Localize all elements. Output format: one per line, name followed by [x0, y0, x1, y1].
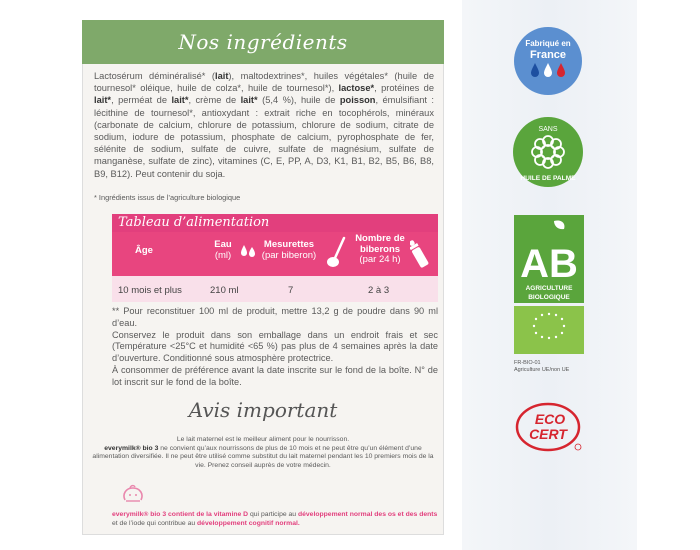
feeding-table — [112, 214, 438, 300]
ingredients-segment: , protéines de — [374, 83, 434, 94]
avis-text — [90, 436, 436, 470]
col-mesurettes-label: Mesurettes — [263, 239, 315, 250]
feeding-table-row — [112, 276, 438, 302]
water-drops-icon — [240, 244, 256, 258]
ingredients-segment: , crème de — [188, 95, 241, 106]
palme-top: SANS — [538, 126, 558, 133]
ecocert-line2: CERT — [529, 426, 567, 442]
ingredients-footnote: * Ingrédients issus de l’agriculture biologique — [94, 193, 241, 202]
baby-bottle-icon — [410, 236, 430, 272]
ingredients-segment: , émulsifiant : lécithine de tournesol*, antioxydant : extrait riche en tocophérols, minéraux (carbonate de calcium, chlorure de potassium, chlorure de sodium, citrate de sodium, iodure de potassium, phosphate de calcium, pyrophosphate de fer, sélénite de sodium, sulfate de cuivre, sulfate de magnésium, sulfate de manganèse, sulfate de zinc), vitamines (C, E, PP, A, D3, K1, B1, B2, B5, B6, B8, B9, B12). Peut contenir du soja. — [94, 95, 434, 179]
france-line2: France — [529, 49, 567, 61]
ab-organic-logo — [514, 215, 584, 355]
conservation-note: Conservez le produit dans son emballage dans un endroit frais et sec (Température <25°C et humidité <65 %) pas plus de 4 semaines après la date d’ouverture. Conditionné sous atmosphère protectrice. — [112, 329, 438, 364]
allergen-text: lait* — [94, 95, 112, 106]
col-eau-label: Eau — [214, 239, 232, 250]
col-biberons — [348, 234, 412, 266]
scoop-icon — [326, 236, 348, 270]
allergen-text: lait — [214, 71, 229, 81]
registered-mark-icon — [575, 444, 581, 450]
row-biberons: 2 à 3 — [368, 285, 390, 296]
allergen-text: lait* — [171, 95, 189, 106]
row-age: 10 mois et plus — [118, 285, 182, 296]
avis-line2-text: ne convient qu’aux nourrissons de plus de 10 mois et ne peut être qu’un élément d’une alimentation diversifiée. Il ne peut être utilisé comme substitut du lait maternel pendant les 10 premiers mois de la vie. Prenez conseil auprès de votre médecin. — [92, 444, 434, 469]
made-in-france-badge — [513, 26, 583, 96]
ingredients-segment: (5,4 %), huile de — [257, 95, 340, 106]
palm-oil-free-badge — [512, 116, 584, 188]
row-mesurettes: 7 — [288, 285, 294, 296]
ingredients-segment: Lactosérum déminéralisé* ( — [94, 71, 215, 81]
col-eau — [210, 240, 236, 261]
col-eau-unit: (ml) — [214, 249, 232, 261]
feeding-table-header — [112, 214, 438, 232]
palme-bottom: HUILE DE PALME — [520, 175, 576, 182]
ingredients-text — [94, 70, 434, 180]
ingredients-segment: ), maltodextrines*, huiles végétales* (huile de tournesol* oléique, huile de colza*, huile de tournesol*), — [94, 71, 434, 94]
ingredients-title: Nos ingrédients — [178, 30, 348, 54]
avis-title: Avis important — [188, 398, 338, 422]
france-line1: Fabriqué en — [525, 39, 571, 48]
col-mesurettes-unit: (par biberon) — [261, 249, 317, 261]
avis-line1: Le lait maternel est le meilleur aliment pour le nourrisson. — [176, 436, 350, 443]
col-biberons-line2: biberons — [359, 243, 401, 255]
allergen-text: poisson — [339, 95, 376, 106]
col-biberons-unit: (par 24 h) — [359, 254, 401, 265]
baby-face-icon — [120, 484, 146, 506]
feeding-table-title: Tableau d’alimentation — [118, 215, 270, 230]
vitamin-claim-highlight: développement cognitif normal. — [197, 519, 300, 527]
allergen-text: lactose* — [338, 83, 375, 94]
ecocert-logo — [514, 401, 584, 453]
reconstitution-note: ** Pour reconstituer 100 ml de produit, mettre 13,2 g de poudre dans 90 ml d’eau. — [112, 306, 438, 328]
vitamin-claim-text: et de l’iode qui contribue au — [112, 519, 198, 527]
vitamin-claim-highlight: everymilk® bio 3 contient de la vitamine D — [112, 511, 249, 518]
eu-code: FR-BIO-01 — [514, 360, 541, 366]
avis-brand: everymilk® bio 3 — [104, 444, 159, 452]
vitamin-d-claim — [112, 511, 442, 528]
ab-line1: AGRICULTURE — [525, 285, 573, 292]
eu-origin: Agriculture UE/non UE — [514, 366, 570, 373]
preparation-notes — [112, 306, 438, 389]
ingredients-banner — [82, 20, 444, 64]
ab-line2: BIOLOGIQUE — [528, 294, 570, 301]
vitamin-claim-highlight: développement normal des os et des dents — [297, 511, 438, 518]
eu-organic-caption — [514, 360, 569, 373]
date-note: À consommer de préférence avant la date inscrite sur le fond de la boîte. N° de lot inscrit sur le fond de la boîte. — [112, 364, 438, 387]
col-mesurettes — [256, 240, 322, 261]
row-eau: 210 ml — [210, 285, 239, 296]
avis-line2 — [90, 445, 436, 471]
ab-letters: AB — [520, 242, 578, 286]
ingredients-segment: , perméat de — [111, 95, 172, 106]
vitamin-claim-text: qui participe au — [248, 511, 298, 518]
col-biberons-line1: Nombre de — [355, 233, 405, 244]
allergen-text: lait* — [240, 95, 258, 106]
ecocert-line1: ECO — [534, 411, 566, 427]
feeding-table-columns — [112, 232, 438, 276]
col-age: Âge — [135, 245, 153, 256]
